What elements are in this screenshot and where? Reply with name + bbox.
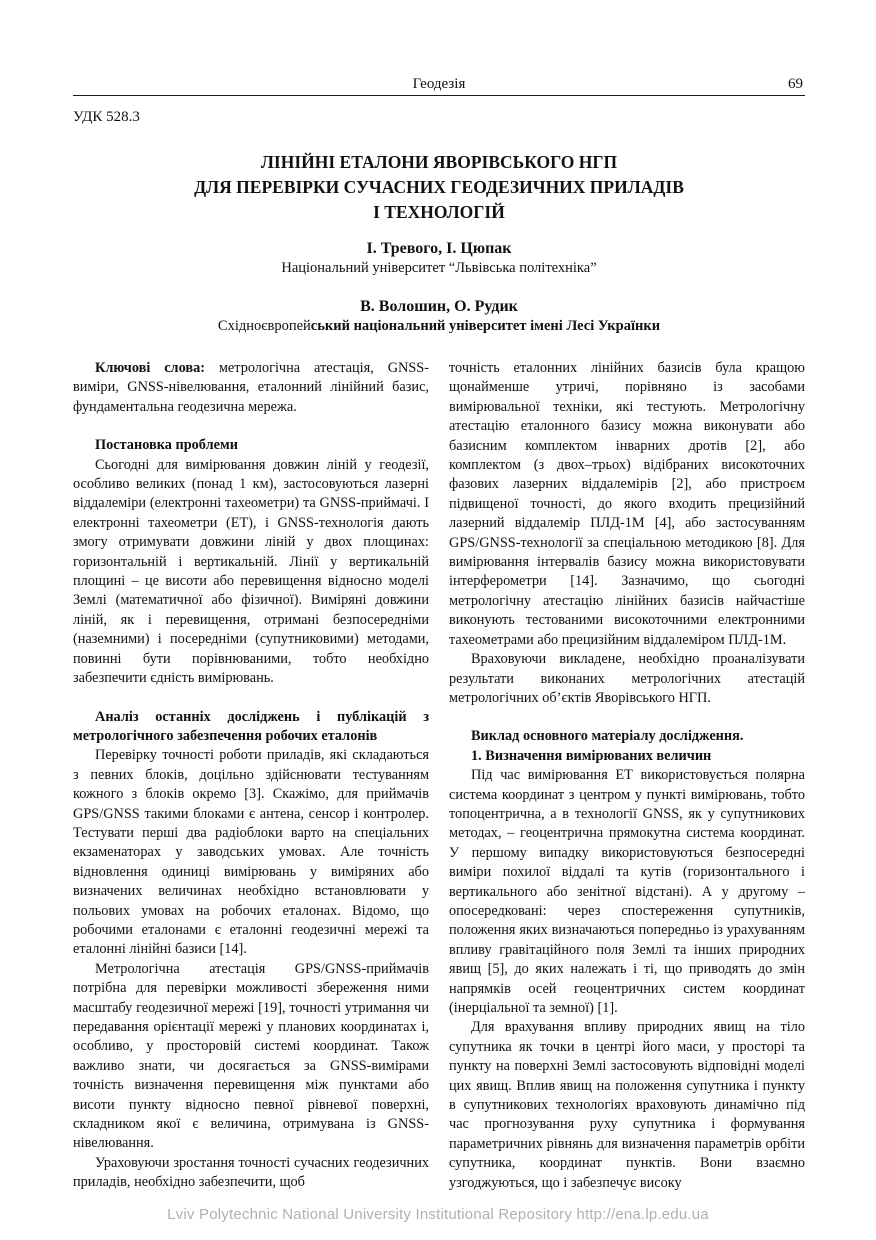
author-affiliation-1: Національний університет “Львівська політехніка” (281, 260, 597, 276)
keywords-label: Ключові слова: (95, 360, 205, 376)
author-block-1 (73, 239, 805, 278)
column-right (449, 359, 805, 1193)
column-left (73, 359, 429, 1193)
running-head (73, 76, 805, 96)
article-title (73, 150, 805, 225)
affiliation-2-bold-part: ський національний університет імені Лесі Українки (310, 318, 661, 334)
page-number: 69 (788, 76, 803, 92)
section-heading: Аналіз останніх досліджень і публікацій з метрологічного забезпечення робочих еталонів (73, 708, 429, 744)
running-head-section: Геодезія (412, 76, 466, 92)
paragraph: Сьогодні для вимірювання довжин ліній у геодезії, особливо великих (понад 1 км), застосовуються лазерні віддалеміри (електронні тахеометри) та GNSS-приймачі. І електронні тахеометри (ЕТ), і GNSS-технологія дають змогу отримувати довжини ліній у двох площинах: горизонтальній і вертикальній. Лінії у вертикальній площині – це висоти або перевищення відносно моделі Землі (математичної або фізичної). Виміряні довжини ліній, як і перевищення, отримані безпосередніми (наземними) і посередніми (супутниковими) методами, повинні бути порівнюваними, тобто необхідно забезпечити єдність вимірювань. (73, 456, 429, 687)
article-title-line-1: ЛІНІЙНІ ЕТАЛОНИ ЯВОРІВСЬКОГО НГП (260, 152, 618, 172)
author-block-2 (73, 297, 805, 336)
udc-code: УДК 528.3 (73, 109, 140, 125)
section-heading: 1. Визначення вимірюваних величин (471, 747, 712, 764)
article-title-line-3: І ТЕХНОЛОГІЙ (373, 202, 505, 222)
author-affiliation-2 (73, 317, 805, 336)
paragraph: Ключові слова: метрологічна атестація, GNSS-виміри, GNSS-нівелювання, еталонний лінійний базис, фундаментальна геодезична мережа. (73, 360, 430, 415)
section-heading: Постановка проблеми (95, 437, 238, 454)
paragraph: Метрологічна атестація GPS/GNSS-приймачів потрібна для перевірки можливості збереження ними масштабу геодезичної мережі [19], точності утримання чи передавання орієнтації мережі у планових координатах і, особливо, у просторовій системі координат. Також важливо знати, чи досягається за GNSS-вимірами точність визначення перевищення між пунктами або висоти пункту відносно певної рівневої поверхні, складником якої є величина, отримувана із GNSS-нівелювання. (73, 960, 429, 1152)
paragraph: Ураховуючи зростання точності сучасних геодезичних приладів, необхідно забезпечити, щоб (73, 1154, 429, 1191)
paragraph: Для врахування впливу природних явищ на тіло супутника як точки в центрі його маси, у просторі та пункту на поверхні Землі застосовують відповідні моделі цих явищ. Вплив явищ на положення супутника і пункту в супутникових технологіях враховують динамічно під час прогнозування руху супутника і формування параметричних рівнянь для визначення параметрів орбіти супутника, координат пунктів. Вони взаємно узгоджуються, що і забезпечує високу (449, 1019, 805, 1191)
author-names-2: В. Волошин, О. Рудик (360, 298, 518, 315)
paragraph: Перевірку точності роботи приладів, які складаються з певних блоків, доцільно здійснювати тестуванням кожного з блоків окремо [3]. Скажімо, для приймачів GPS/GNSS такими блоками є антена, сенсор і контролер. Тестувати перші два радіоблоки варто на спеціальних екзаменаторах у заводських умовах. Але точність відновлення одиниці вимірювань у виміряних або визначених величинах необхідно встановлювати у польових умовах на робочих еталонах. Відомо, що робочими еталонами є еталонні геодезичні мережі та еталонні лінійні базиси [14]. (73, 747, 429, 958)
repository-footer: Lviv Polytechnic National University Institutional Repository http://ena.lp.edu.ua (167, 1206, 709, 1223)
paragraph: точність еталонних лінійних базисів була кращою щонайменше утричі, порівняно із засобами вимірювальної техніки, які тестують. Метрологічну атестацію еталонного базису можна виконувати або базисним комплектом інварних дротів [2], або комплектом (з двох–трьох) відібраних високоточних фазових лазерних віддалемірів [2], або пристроєм підвищеної точності, до якого входить прецизійний лазерний віддалемір ПЛД-1М [4], або застосуванням GPS/GNSS-технології за спеціальною методикою [8]. Для вимірювання інтервалів базису можна використовувати інтерферометри [14]. Зазначимо, що сьогодні метрологічну атестацію лінійних базисів найчастіше виконують тестованими високоточними електронними тахеометрами або прецизійним віддалеміром ПЛД-1М. (449, 360, 805, 648)
article-title-line-2: ДЛЯ ПЕРЕВІРКИ СУЧАСНИХ ГЕОДЕЗИЧНИХ ПРИЛАДІВ (194, 177, 684, 197)
section-heading: Виклад основного матеріалу дослідження. (471, 728, 744, 745)
paragraph: Під час вимірювання ЕТ використовується полярна система координат з центром у пункті вимірювань, тобто топоцентрична, а в технології GNSS, як у супутникових методах, – геоцентрична прямокутна система координат. У першому випадку використовуються безпосередні виміри похилої віддалі та кутів (горизонтального і вертикального або зенітної відстані). А у другому – опосередковані: через спостереження супутників, положення яких визначаються попередньо із урахуванням впливу гравітаційного поля Землі та інших природних явищ [5], до яких належать і ті, що приводять до змін напрямків осей геоцентричних систем координат (інерціальної та земної) [1]. (449, 767, 805, 1016)
paragraph: Враховуючи викладене, необхідно проаналізувати результати виконаних метрологічних атестацій метрологічних об’єктів Яворівського НГП. (449, 651, 805, 706)
affiliation-2-regular-part: Східноєвропей (217, 318, 311, 334)
author-names-1: І. Тревого, І. Цюпак (366, 240, 512, 257)
two-column-body (73, 359, 805, 1193)
